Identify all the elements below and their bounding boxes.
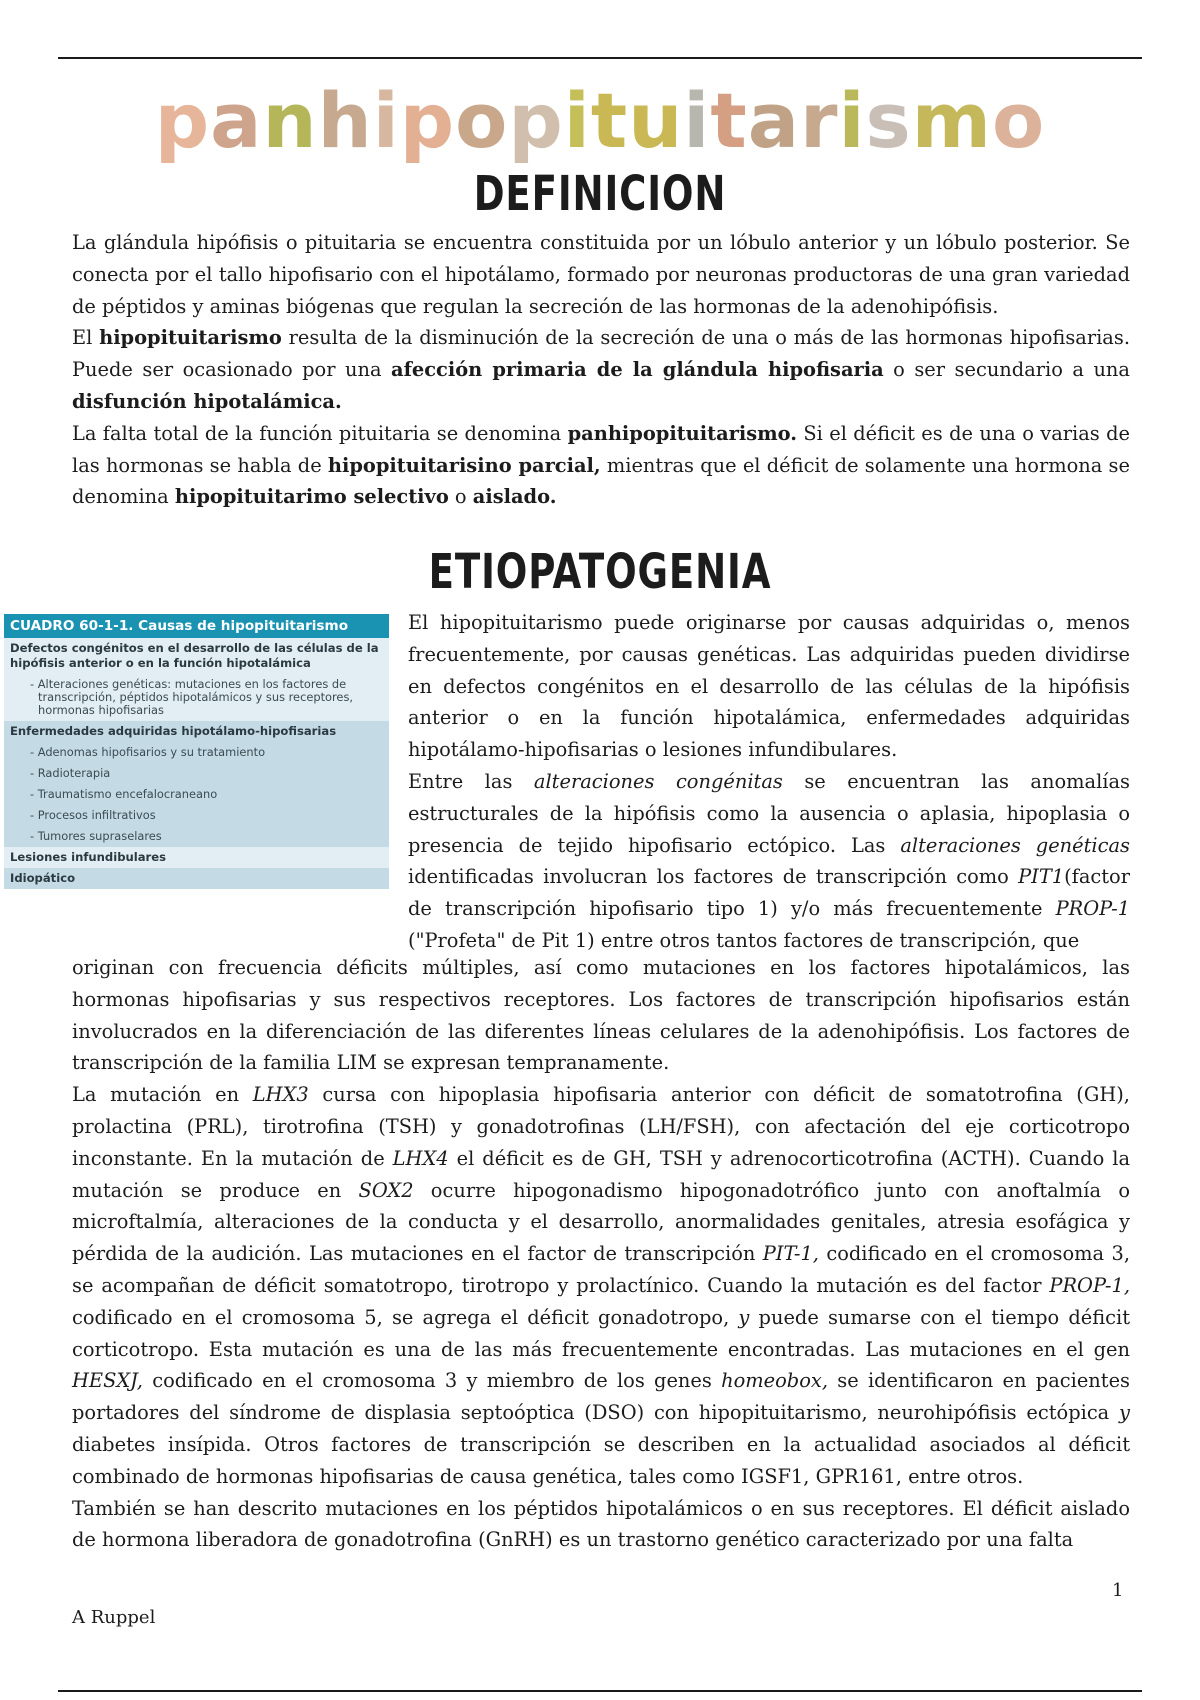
table-item: - Radioterapia bbox=[4, 763, 389, 784]
title-letter: t bbox=[710, 76, 748, 165]
title-letter: h bbox=[317, 76, 373, 165]
title-letter: s bbox=[865, 76, 912, 165]
etiopatogenia-paragraph-1: El hipopituitarismo puede originarse por causas adquiridas o, menos frecuentemente, por causas genéticas. Las adquiridas pueden dividirse en defectos congénitos en el desarrollo de las células de la hipófisis anterior o en la función hipotalámica, enfermedades adquiridas hipotálamo-hipofisarias o lesiones infundibulares. bbox=[408, 611, 1130, 762]
etiopatogenia-paragraph-2: Entre las alteraciones congénitas se encuentran las anomalías estructurales de la hipófisis como la ausencia o aplasia, hipoplasia o presencia de tejido hipofisario ectópico. Las alteraciones genéticas identificadas involucran los factores de transcripción como PIT1(factor de transcripción hipofisario tipo 1) y/o más frecuentemente PROP-1 ("Profeta" de Pit 1) entre otros tantos factores de transcripción, que bbox=[408, 769, 1130, 952]
title-letter: m bbox=[911, 76, 992, 165]
table-item: - Alteraciones genéticas: mutaciones en los factores de transcripción, péptidos hipotalámicos y sus receptores, hormonas hipofisarias bbox=[4, 674, 389, 721]
definicion-text bbox=[72, 227, 1130, 513]
table-title: CUADRO 60-1-1. Causas de hipopituitarismo bbox=[4, 614, 389, 638]
section-title-etiopatogenia: ETIOPATOGENIA bbox=[428, 544, 772, 600]
top-rule bbox=[58, 57, 1142, 59]
title-letter: u bbox=[628, 76, 684, 165]
title-letter: a bbox=[210, 76, 263, 165]
table-category-congenital: Defectos congénitos en el desarrollo de las células de la hipófisis anterior o en la función hipotalámica bbox=[4, 638, 389, 674]
title-letter: i bbox=[683, 76, 711, 165]
etiopatogenia-paragraph-2-cont: originan con frecuencia déficits múltiples, así como mutaciones en los factores hipotalámicos, las hormonas hipofisarias y sus respectivos receptores. Los factores de transcripción hipofisarios están involucrados en la diferenciación de las diferentes líneas celulares de la adenohipófisis. Los factores de transcripción de la familia LIM se expresan tempranamente. bbox=[72, 956, 1130, 1075]
causes-table bbox=[4, 614, 389, 889]
title-letter: n bbox=[262, 76, 318, 165]
definicion-paragraph-1: La glándula hipófisis o pituitaria se encuentra constituida por un lóbulo anterior y un lóbulo posterior. Se conecta por el tallo hipofisario con el hipotálamo, formado por neuronas productoras de una gran variedad de péptidos y aminas biógenas que regulan la secreción de las hormonas de la adenohipófisis. bbox=[72, 231, 1130, 318]
table-item: - Tumores supraselares bbox=[4, 826, 389, 847]
etiopatogenia-side-text bbox=[408, 607, 1130, 957]
table-category-idiopathic: Idiopático bbox=[4, 868, 389, 889]
title-letter: p bbox=[508, 76, 564, 165]
title-letter: i bbox=[372, 76, 400, 165]
definicion-paragraph-3: La falta total de la función pituitaria se denomina panhipopituitarismo. Si el déficit es de una o varias de las hormonas se habla de hipopituitarisino parcial, mientras que el déficit de solamente una hormona se denomina hipopituitarimo selectivo o aislado. bbox=[72, 421, 1130, 509]
bottom-rule bbox=[58, 1690, 1142, 1692]
title-letter: o bbox=[992, 76, 1046, 165]
title-letter: t bbox=[590, 76, 629, 165]
table-category-infundibular: Lesiones infundibulares bbox=[4, 847, 389, 868]
table-category-acquired: Enfermedades adquiridas hipotálamo-hipofisarias bbox=[4, 721, 389, 742]
definicion-paragraph-2: El hipopituitarismo resulta de la disminución de la secreción de una o más de las hormonas hipofisarias. Puede ser ocasionado por una afección primaria de la glándula hipofisaria o ser secundario a una disfunción hipotalámica. bbox=[72, 326, 1130, 413]
title-letter: p bbox=[399, 76, 456, 165]
author-name: A Ruppel bbox=[72, 1607, 156, 1628]
etiopatogenia-paragraph-4: También se han descrito mutaciones en los péptidos hipotalámicos o en sus receptores. El déficit aislado de hormona liberadora de gonadotrofina (GnRH) es un trastorno genético caracterizado por una falta bbox=[72, 1496, 1130, 1552]
section-title-definicion: DEFINICION bbox=[473, 166, 727, 222]
title-letter: o bbox=[455, 76, 509, 165]
title-letter: i bbox=[838, 76, 866, 165]
table-item: - Traumatismo encefalocraneano bbox=[4, 784, 389, 805]
title-letter: a bbox=[747, 76, 800, 165]
table-item: - Procesos infiltrativos bbox=[4, 805, 389, 826]
table-item: - Adenomas hipofisarios y su tratamiento bbox=[4, 742, 389, 763]
title-letter: r bbox=[800, 76, 839, 165]
title-letter: i bbox=[563, 76, 591, 165]
etiopatogenia-paragraph-3: La mutación en LHX3 cursa con hipoplasia hipofisaria anterior con déficit de somatotrofina (GH), prolactina (PRL), tirotrofina (TSH) y gonadotrofinas (LH/FSH), con afectación del eje corticotropo inconstante. En la mutación de LHX4 el déficit es de GH, TSH y adrenocorticotrofina (ACTH). Cuando la mutación se produce en SOX2 ocurre hipogonadismo hipogonadotrófico junto con anoftalmía o microftalmía, alteraciones de la conducta y el desarrollo, anormalidades genitales, atresia esofágica y pérdida de la audición. Las mutaciones en el factor de transcripción PIT-1, codificado en el cromosoma 3, se acompañan de déficit somatotropo, tirotropo y prolactínico. Cuando la mutación es del factor PROP-1, codificado en el cromosoma 5, se agrega el déficit gonadotropo, y puede sumarse con el tiempo déficit corticotropo. Esta mutación es una de las más frecuentemente encontradas. Las mutaciones en el gen HESXJ, codificado en el cromosoma 3 y miembro de los genes homeobox, se identificaron en pacientes portadores del síndrome de displasia septoóptica (DSO) con hipopituitarismo, neurohipófisis ectópica y diabetes insípida. Otros factores de transcripción se describen en la actualidad asociados al déficit combinado de hormonas hipofisarias de causa genética, tales como IGSF1, GPR161, entre otros. bbox=[72, 1083, 1131, 1488]
document-title bbox=[0, 75, 1200, 167]
etiopatogenia-main-text bbox=[72, 952, 1130, 1556]
page-number: 1 bbox=[1112, 1580, 1124, 1601]
title-letter: p bbox=[154, 76, 211, 165]
